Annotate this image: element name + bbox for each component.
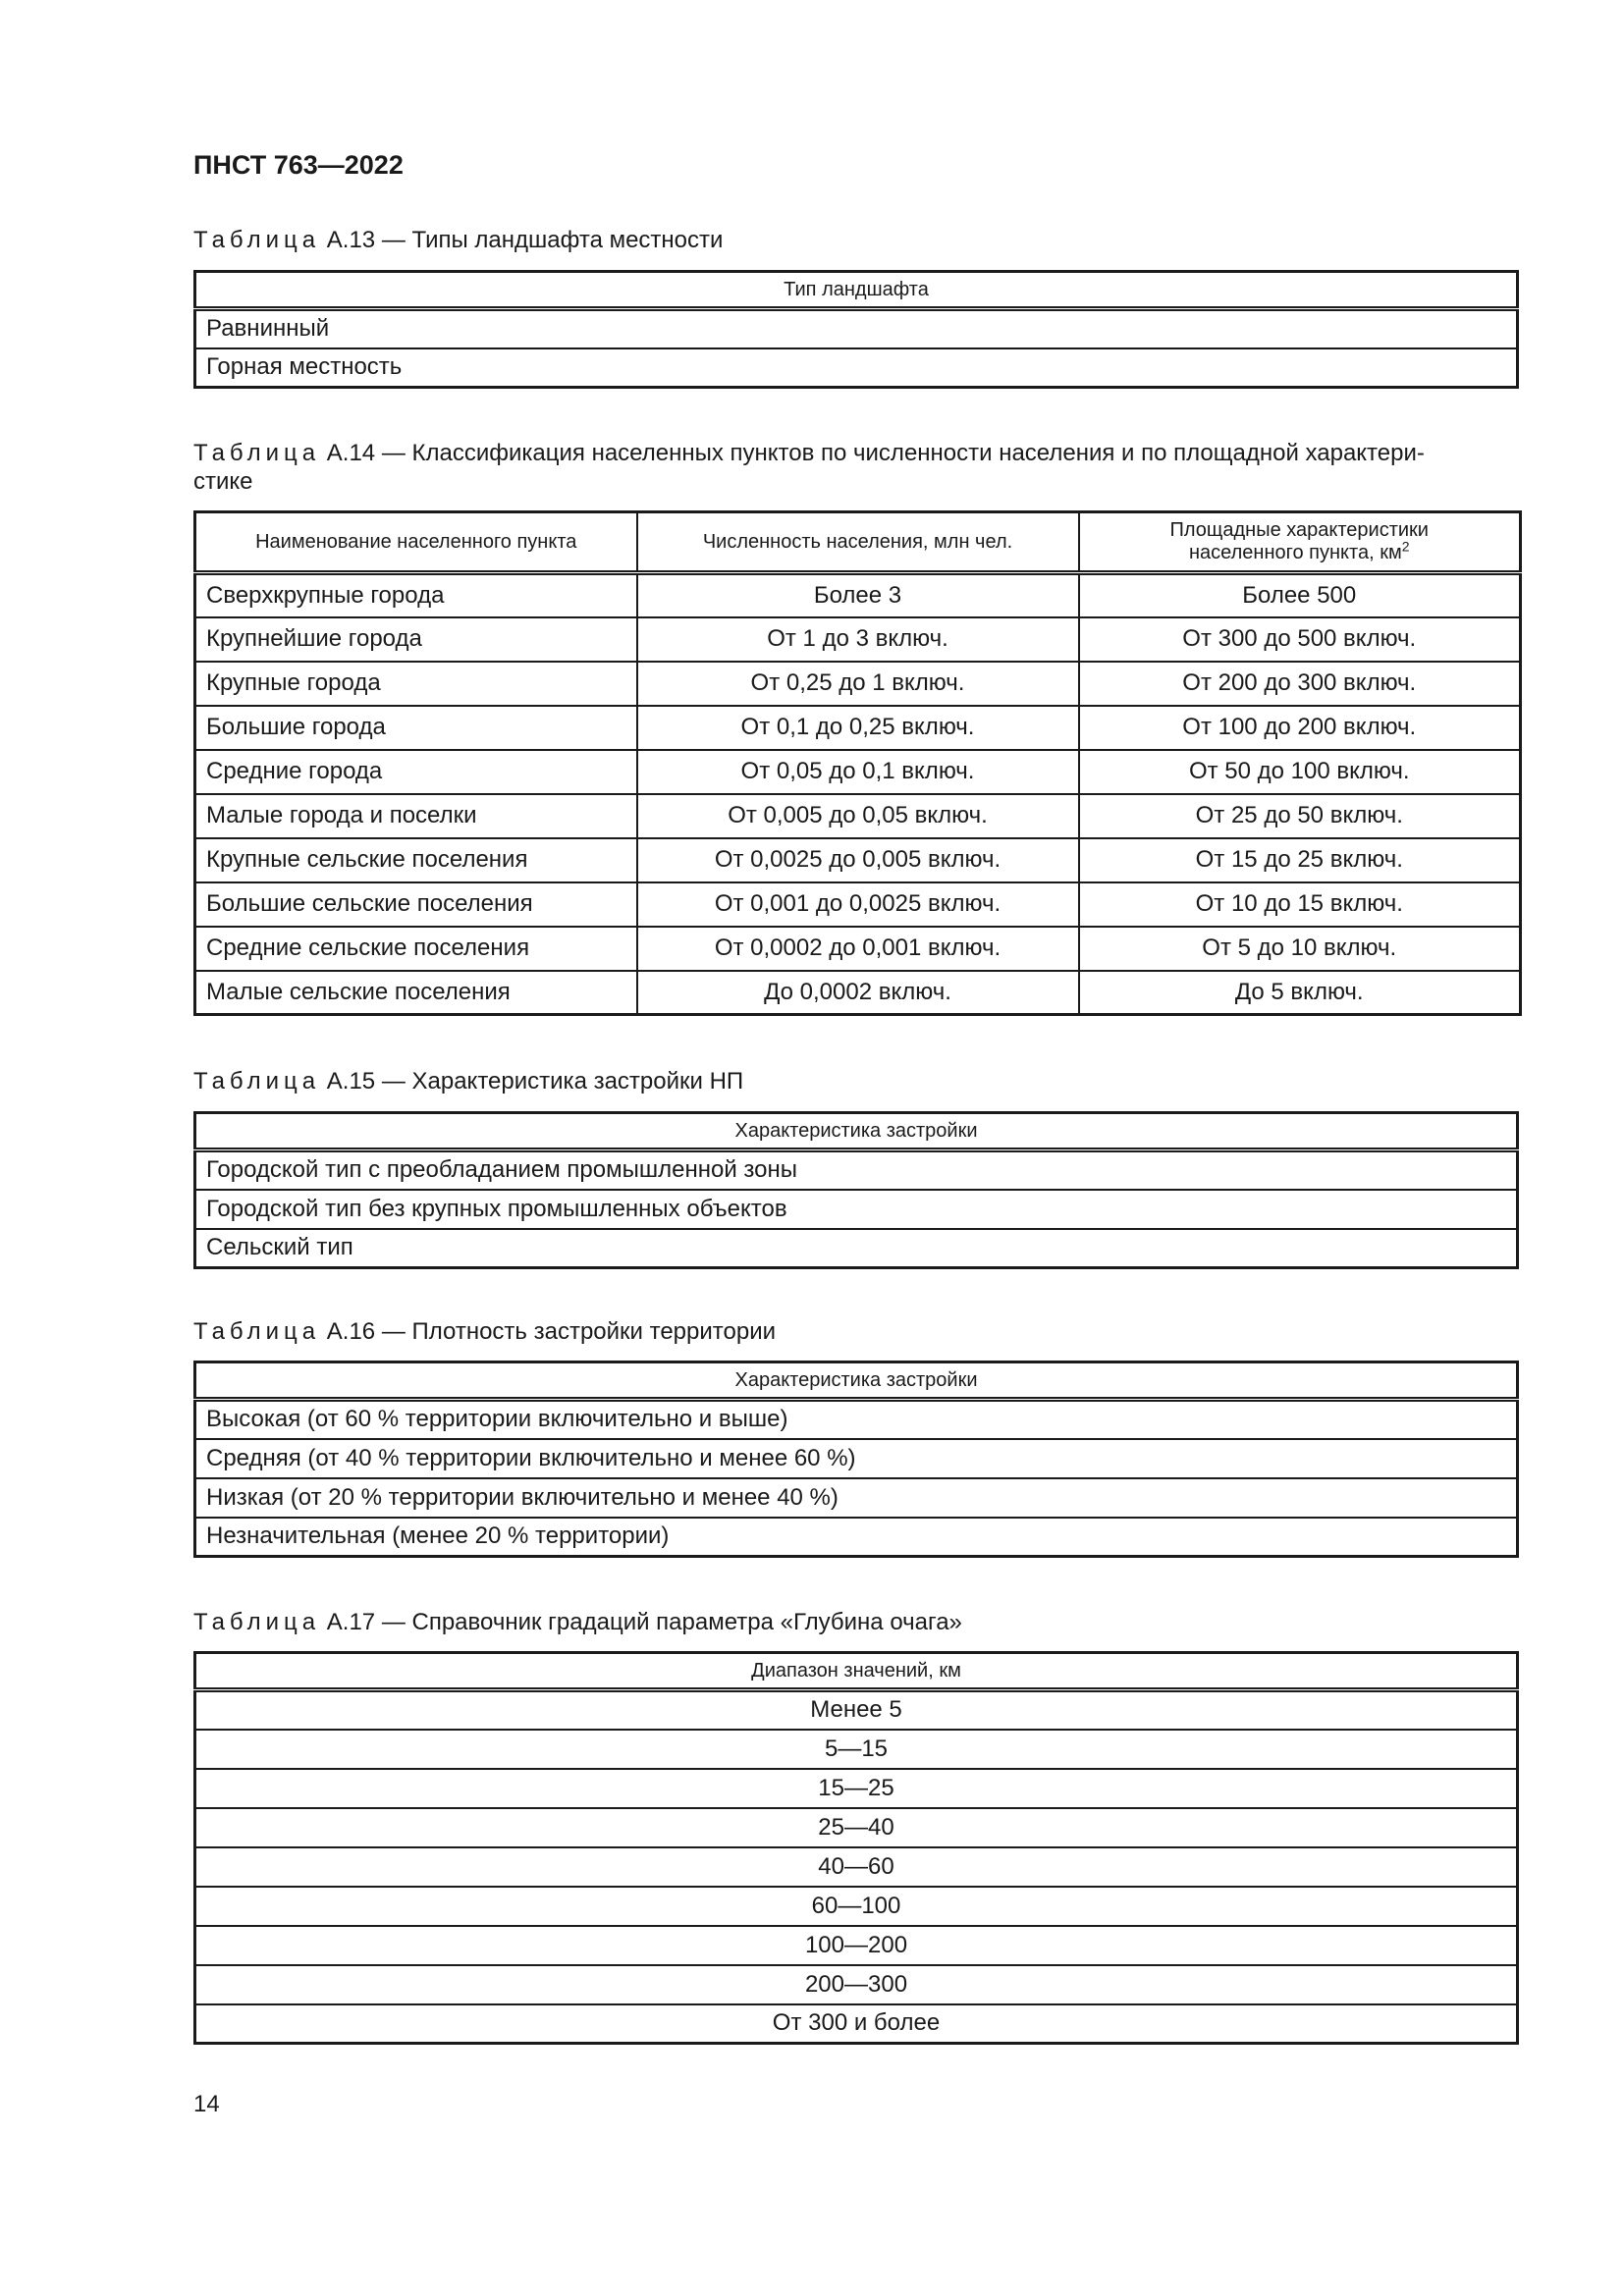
- table-cell: Малые сельские поселения: [195, 971, 637, 1015]
- table-cell: Более 3: [637, 573, 1079, 617]
- column-header: Тип ландшафта: [195, 272, 1518, 309]
- table-number: А.16: [326, 1318, 376, 1345]
- table-row: [195, 1478, 1518, 1518]
- column-header: [1079, 512, 1521, 573]
- table-row: [195, 309, 1518, 348]
- table-cell: Более 500: [1079, 573, 1521, 617]
- column-header: Численность населения, млн чел.: [637, 512, 1079, 573]
- table-cell: Высокая (от 60 % территории включительно и выше): [195, 1400, 1518, 1439]
- table-row: [195, 1518, 1518, 1557]
- table-cell: От 300 и более: [195, 2004, 1518, 2044]
- table-label: Таблица: [193, 1318, 321, 1345]
- table-cell: 40—60: [195, 1847, 1518, 1887]
- table-title: — Плотность застройки территории: [375, 1318, 777, 1345]
- table-a15: [193, 1111, 1519, 1269]
- table-cell: От 0,005 до 0,05 включ.: [637, 794, 1079, 838]
- table-row: [195, 838, 1521, 882]
- column-header: Диапазон значений, км: [195, 1653, 1518, 1690]
- table-row: [195, 1690, 1518, 1730]
- table-label: Таблица: [193, 1068, 321, 1095]
- document-id: ПНСТ 763—2022: [193, 150, 404, 180]
- table-row: [195, 1229, 1518, 1268]
- table-row: [195, 750, 1521, 794]
- table-cell: До 5 включ.: [1079, 971, 1521, 1015]
- table-cell: От 50 до 100 включ.: [1079, 750, 1521, 794]
- table-cell: От 0,001 до 0,0025 включ.: [637, 882, 1079, 927]
- table-cell: От 100 до 200 включ.: [1079, 706, 1521, 750]
- table-row: [195, 1847, 1518, 1887]
- table-cell: Большие города: [195, 706, 637, 750]
- table-cell: Крупные города: [195, 662, 637, 706]
- table-cell: Крупнейшие города: [195, 617, 637, 662]
- table-cell: От 200 до 300 включ.: [1079, 662, 1521, 706]
- table-a14-caption: [193, 439, 1519, 496]
- table-cell: Городской тип с преобладанием промышленной зоны: [195, 1150, 1518, 1190]
- table-row: [195, 573, 1521, 617]
- table-cell: От 5 до 10 включ.: [1079, 927, 1521, 971]
- table-cell: Сельский тип: [195, 1229, 1518, 1268]
- table-row: [195, 617, 1521, 662]
- superscript: 2: [1401, 538, 1410, 555]
- table-cell: Равнинный: [195, 309, 1518, 348]
- table-cell: Менее 5: [195, 1690, 1518, 1730]
- table-a14: [193, 510, 1522, 1016]
- table-cell: Средняя (от 40 % территории включительно и менее 60 %): [195, 1439, 1518, 1478]
- table-title-line1: — Классификация населенных пунктов по численности населения и по площадной характери-: [375, 440, 1425, 466]
- table-cell: Средние города: [195, 750, 637, 794]
- table-label: Таблица: [193, 1609, 321, 1635]
- column-header: Наименование населенного пункта: [195, 512, 637, 573]
- table-number: А.13: [326, 227, 376, 253]
- table-number: А.15: [326, 1068, 376, 1095]
- table-cell: Средние сельские поселения: [195, 927, 637, 971]
- table-cell: До 0,0002 включ.: [637, 971, 1079, 1015]
- table-row: [195, 971, 1521, 1015]
- table-cell: Незначительная (менее 20 % территории): [195, 1518, 1518, 1557]
- table-cell: От 0,25 до 1 включ.: [637, 662, 1079, 706]
- table-cell: Малые города и поселки: [195, 794, 637, 838]
- column-header-line: населенного пункта, км: [1189, 542, 1402, 563]
- table-row: [195, 1808, 1518, 1847]
- page-number: 14: [193, 2091, 220, 2117]
- table-row: [195, 882, 1521, 927]
- table-row: [195, 1400, 1518, 1439]
- table-row: [195, 927, 1521, 971]
- table-row: [195, 1769, 1518, 1808]
- table-cell: 100—200: [195, 1926, 1518, 1965]
- table-a16-caption: [193, 1317, 1519, 1346]
- table-number: А.14: [326, 440, 376, 466]
- table-a15-caption: [193, 1067, 1519, 1095]
- table-cell: От 1 до 3 включ.: [637, 617, 1079, 662]
- table-row: [195, 1887, 1518, 1926]
- table-row: [195, 794, 1521, 838]
- table-label: Таблица: [193, 440, 321, 466]
- table-row: [195, 1439, 1518, 1478]
- column-header: Характеристика застройки: [195, 1113, 1518, 1150]
- table-cell: От 0,0002 до 0,001 включ.: [637, 927, 1079, 971]
- table-a16: [193, 1361, 1519, 1558]
- table-cell: От 300 до 500 включ.: [1079, 617, 1521, 662]
- table-row: [195, 1965, 1518, 2004]
- table-label: Таблица: [193, 227, 321, 253]
- table-row: [195, 662, 1521, 706]
- table-row: [195, 1926, 1518, 1965]
- table-row: [195, 2004, 1518, 2044]
- table-cell: 200—300: [195, 1965, 1518, 2004]
- table-cell: Крупные сельские поселения: [195, 838, 637, 882]
- table-cell: От 0,05 до 0,1 включ.: [637, 750, 1079, 794]
- table-a13-caption: [193, 226, 1519, 254]
- column-header-line: Площадные характеристики: [1169, 519, 1429, 541]
- table-cell: Большие сельские поселения: [195, 882, 637, 927]
- table-number: А.17: [326, 1609, 376, 1635]
- table-cell: 25—40: [195, 1808, 1518, 1847]
- table-title: — Справочник градаций параметра «Глубина очага»: [375, 1609, 962, 1635]
- table-cell: 60—100: [195, 1887, 1518, 1926]
- table-a17-caption: [193, 1608, 1519, 1636]
- table-title: — Характеристика застройки НП: [375, 1068, 744, 1095]
- table-cell: Горная местность: [195, 348, 1518, 388]
- table-cell: От 25 до 50 включ.: [1079, 794, 1521, 838]
- table-cell: Сверхкрупные города: [195, 573, 637, 617]
- table-cell: 5—15: [195, 1730, 1518, 1769]
- table-cell: От 10 до 15 включ.: [1079, 882, 1521, 927]
- table-cell: От 0,1 до 0,25 включ.: [637, 706, 1079, 750]
- table-row: [195, 1730, 1518, 1769]
- table-a13: [193, 270, 1519, 389]
- table-row: [195, 1150, 1518, 1190]
- table-cell: 15—25: [195, 1769, 1518, 1808]
- table-cell: От 15 до 25 включ.: [1079, 838, 1521, 882]
- table-a17: [193, 1651, 1519, 2045]
- table-row: [195, 348, 1518, 388]
- table-cell: Низкая (от 20 % территории включительно и менее 40 %): [195, 1478, 1518, 1518]
- table-cell: От 0,0025 до 0,005 включ.: [637, 838, 1079, 882]
- table-cell: Городской тип без крупных промышленных объектов: [195, 1190, 1518, 1229]
- table-row: [195, 706, 1521, 750]
- table-row: [195, 1190, 1518, 1229]
- table-title-line2: стике: [193, 468, 253, 495]
- column-header: Характеристика застройки: [195, 1362, 1518, 1400]
- table-title: — Типы ландшафта местности: [375, 227, 724, 253]
